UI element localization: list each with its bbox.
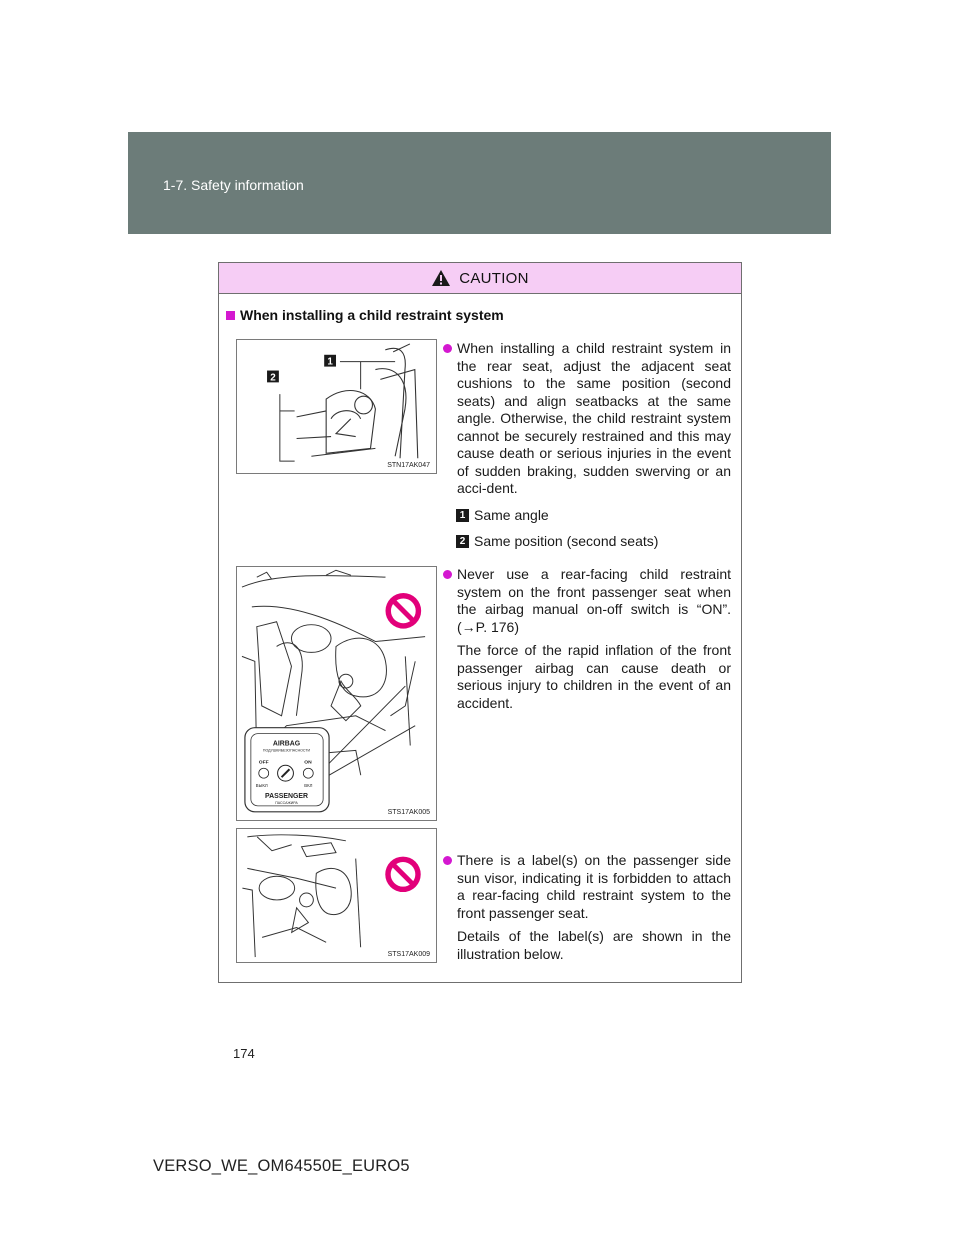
section-title: 1-7. Safety information	[163, 177, 304, 193]
callout-2-label: 2	[270, 372, 276, 384]
detail-paragraph: The force of the rapid inflation of the front passenger airbag can cause death or serious injury to children in the event of an accident.	[457, 642, 731, 711]
bullet-text: Never use a rear-facing child restraint system on the front passenger seat when the airbag manual on-off switch is “ON”. (→P. 176)	[457, 566, 731, 635]
square-bullet-icon	[226, 311, 235, 320]
sun-visor-illustration	[237, 829, 436, 962]
switch-on-ru-label: ВКЛ	[304, 783, 313, 789]
switch-off-label: OFF	[258, 760, 269, 766]
figure-code: STN17AK047	[387, 462, 430, 469]
bullet-text: When installing a child restraint system in the rear seat, adjust the adjacent seat cushions to the same position (second seats) and align seatbacks at the same angle. Otherwise, the child restraint system cannot be securely restrained and this may cause death or serious injuries in the event of sudden braking, sudden swerving or an acci-dent.	[457, 340, 731, 496]
warning-triangle-icon	[431, 269, 451, 287]
item-3-text-block	[442, 852, 731, 963]
caution-header	[219, 263, 741, 294]
bullet-item	[442, 566, 731, 636]
legend-row-1	[442, 507, 731, 525]
bullet-item	[442, 852, 731, 922]
airbag-switch-illustration	[237, 567, 436, 820]
legend-label: Same position (second seats)	[474, 533, 659, 549]
number-badge: 2	[456, 535, 469, 548]
airbag-switch-panel	[245, 728, 329, 812]
legend-row-2	[442, 533, 731, 551]
item-1-text-block	[442, 340, 731, 551]
switch-label-top-ru: ПОДУШКИБЕЗОПАСНОСТИ	[262, 748, 311, 753]
number-badge: 1	[456, 509, 469, 522]
switch-label-bottom-ru: ПАССАЖИРА	[275, 800, 298, 805]
legend-label: Same angle	[474, 506, 549, 523]
page-number: 174	[233, 1046, 255, 1061]
subheading-text: When installing a child restraint system	[240, 307, 504, 323]
document-code: VERSO_WE_OM64550E_EURO5	[153, 1157, 410, 1175]
bullet-item	[442, 340, 731, 498]
caution-subheading	[226, 307, 504, 323]
child-seat-illustration	[237, 340, 436, 473]
item-2-text-block	[442, 566, 731, 712]
figure-code: STS17AK005	[387, 809, 430, 816]
bullet-text: There is a label(s) on the passenger side sun visor, indicating it is forbidden to attach a rear-facing child restraint system to the front passenger seat.	[457, 852, 731, 921]
figure-front-airbag	[236, 566, 437, 821]
round-bullet-icon	[443, 344, 452, 353]
caution-box	[218, 262, 742, 983]
switch-label-bottom: PASSENGER	[265, 792, 308, 800]
callout-1-label: 1	[327, 356, 333, 368]
switch-label-top: AIRBAG	[272, 740, 301, 748]
header-band	[128, 132, 831, 234]
round-bullet-icon	[443, 856, 452, 865]
figure-child-seat-rear	[236, 339, 437, 474]
switch-on-label: ON	[304, 760, 312, 766]
detail-paragraph: Details of the label(s) are shown in the illustration below.	[457, 928, 731, 962]
caution-title: CAUTION	[459, 269, 529, 287]
figure-sun-visor	[236, 828, 437, 963]
switch-off-ru-label: ВЫКЛ	[255, 783, 268, 789]
figure-code: STS17AK009	[387, 951, 430, 958]
round-bullet-icon	[443, 570, 452, 579]
